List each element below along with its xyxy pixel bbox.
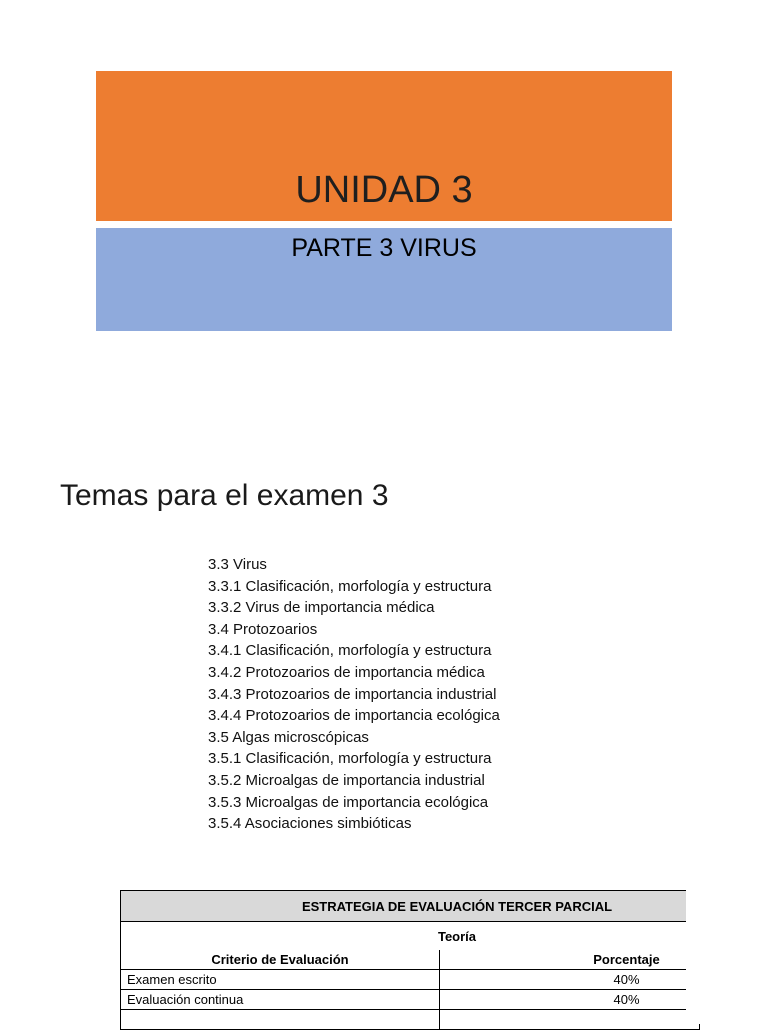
topic-item: 3.3.1 Clasificación, morfología y estructura xyxy=(208,577,492,595)
table-row xyxy=(121,1010,700,1030)
unit-subtitle: PARTE 3 VIRUS xyxy=(291,234,477,262)
topic-item: 3.5.4 Asociaciones simbióticas xyxy=(208,815,412,833)
table-section-label: Teoría xyxy=(121,922,700,951)
topic-item: 3.4.4 Protozoarios de importancia ecológica xyxy=(208,707,500,725)
topic-item: 3.4.3 Protozoarios de importancia industrial xyxy=(208,685,497,703)
evaluation-table xyxy=(120,890,700,1030)
table-row xyxy=(121,970,700,990)
table-title-row xyxy=(121,891,700,922)
table-header-row xyxy=(121,950,700,970)
table-title: ESTRATEGIA DE EVALUACIÓN TERCER PARCIAL xyxy=(121,891,700,922)
exam-topics-heading: Temas para el examen 3 xyxy=(60,479,389,512)
topic-item: 3.5.2 Microalgas de importancia industrial xyxy=(208,771,485,789)
criterion-cell: Examen escrito xyxy=(121,970,440,990)
criterion-cell xyxy=(121,1010,440,1030)
topic-item: 3.3 Virus xyxy=(208,556,267,573)
exam-topics-list xyxy=(208,554,500,835)
percent-cell: 40% xyxy=(440,970,700,990)
topic-item: 3.5 Algas microscópicas xyxy=(208,728,369,746)
percent-cell xyxy=(440,1010,700,1030)
column-header-percent: Porcentaje xyxy=(440,950,700,970)
percent-cell: 40% xyxy=(440,990,700,1010)
topic-item: 3.4.2 Protozoarios de importancia médica xyxy=(208,663,485,681)
topic-item: 3.3.2 Virus de importancia médica xyxy=(208,599,435,617)
topic-item: 3.4.1 Clasificación, morfología y estructura xyxy=(208,642,492,660)
topic-item: 3.4 Protozoarios xyxy=(208,620,318,638)
topic-item: 3.5.1 Clasificación, morfología y estructura xyxy=(208,750,492,768)
unit-title: UNIDAD 3 xyxy=(295,169,473,211)
page-edge-mask xyxy=(686,880,768,1024)
table-row xyxy=(121,990,700,1010)
criterion-cell: Evaluación continua xyxy=(121,990,440,1010)
table-section-row xyxy=(121,922,700,951)
column-header-criterion: Criterio de Evaluación xyxy=(121,950,440,970)
topic-item: 3.5.3 Microalgas de importancia ecológica xyxy=(208,793,489,811)
